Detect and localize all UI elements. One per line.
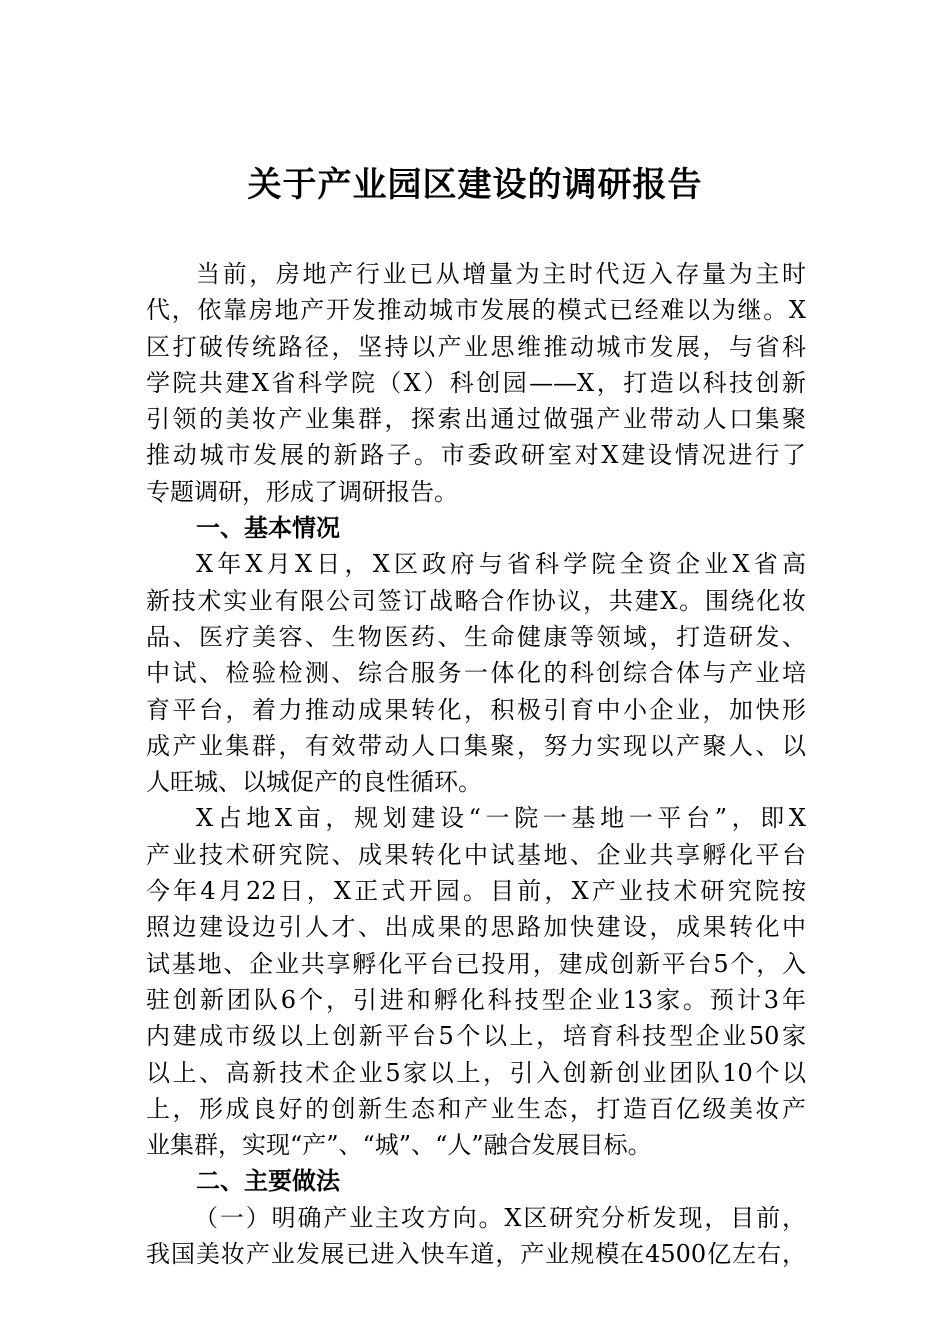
text-line: X年X月X日，X区政府与省科学院全资企业X省高 [196, 550, 806, 579]
text-line: 学院共建X省科学院（X）科创园——X，打造以科技创新 [146, 368, 806, 397]
paragraph-practices-1 [146, 1200, 806, 1273]
text-line: X占地X亩，规划建设“一院一基地一平台”，即X [196, 804, 806, 833]
text-line: 新技术实业有限公司签订战略合作协议，共建X。围绕化妆 [146, 586, 806, 615]
text-line: （一）明确产业主攻方向。X区研究分析发现，目前， [194, 1203, 806, 1232]
text-line: 育平台，着力推动成果转化，积极引育中小企业，加快形 [146, 695, 806, 724]
text-line: 驻创新团队6个，引进和孵化科技型企业13家。预计3年 [146, 985, 806, 1014]
text-line: 人旺城、以城促产的良性循环。 [146, 768, 482, 797]
section-heading-practices: 二、主要做法 [196, 1167, 340, 1196]
text-line: 我国美妆产业发展已进入快车道，产业规模在4500亿左右， [146, 1240, 806, 1269]
text-line: 今年4月22日，X正式开园。目前，X产业技术研究院按 [146, 877, 806, 906]
text-line: 专题调研，形成了调研报告。 [146, 477, 458, 506]
text-line: 业集群，实现“产”、“城”、“人”融合发展目标。 [146, 1131, 652, 1160]
text-line: 品、医疗美容、生物医药、生命健康等领域，打造研发、 [146, 622, 806, 651]
text-line: 产业技术研究院、成果转化中试基地、企业共享孵化平台 [146, 840, 806, 869]
text-line: 中试、检验检测、综合服务一体化的科创综合体与产业培 [146, 659, 806, 688]
text-line: 照边建设边引人才、出成果的思路加快建设，成果转化中 [146, 913, 806, 942]
text-line: 代，依靠房地产开发推动城市发展的模式已经难以为继。X [146, 296, 806, 325]
text-line: 上，形成良好的创新生态和产业生态，打造百亿级美妆产 [146, 1094, 806, 1123]
paragraph-basic-2 [146, 800, 806, 1163]
text-line: 成产业集群，有效带动人口集聚，努力实现以产聚人、以 [146, 731, 806, 760]
text-line: 当前，房地产行业已从增量为主时代迈入存量为主时 [196, 260, 806, 288]
text-line: 区打破传统路径，坚持以产业思维推动城市发展，与省科 [146, 332, 806, 361]
document-title: 关于产业园区建设的调研报告 [247, 165, 703, 205]
text-line: 以上、高新技术企业5家以上，引入创新创业团队10个以 [146, 1058, 806, 1087]
text-line: 引领的美妆产业集群，探索出通过做强产业带动人口集聚 [146, 405, 806, 434]
document-body [146, 256, 806, 1272]
text-line: 试基地、企业共享孵化平台已投用，建成创新平台5个，入 [146, 949, 806, 978]
paragraph-basic-1 [146, 546, 806, 800]
section-heading-basic: 一、基本情况 [196, 514, 340, 543]
paragraph-intro [146, 256, 806, 510]
text-line: 推动城市发展的新路子。市委政研室对X建设情况进行了 [146, 441, 806, 470]
text-line: 内建成市级以上创新平台5个以上，培育科技型企业50家 [146, 1022, 806, 1051]
